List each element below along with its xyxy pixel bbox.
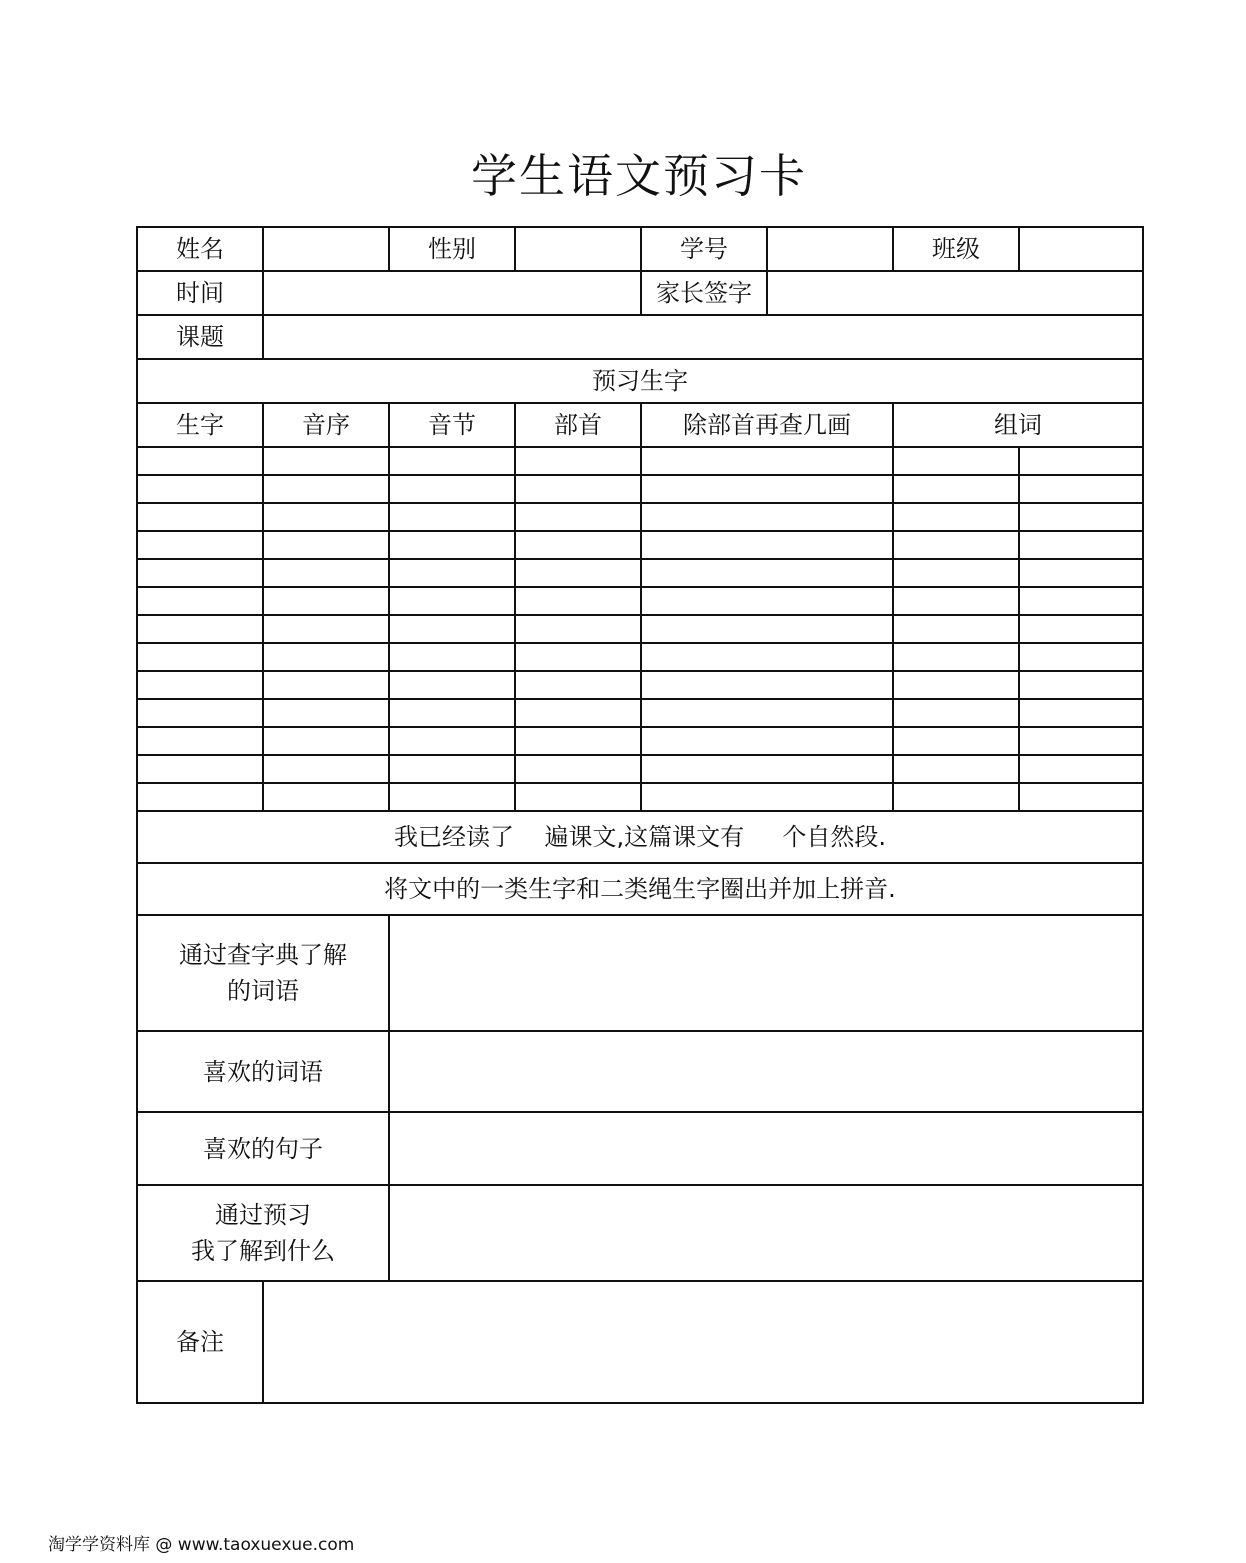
character-row <box>137 531 1143 559</box>
character-cell[interactable] <box>641 559 893 587</box>
character-cell[interactable] <box>641 699 893 727</box>
character-rows <box>137 447 1143 811</box>
character-cell[interactable] <box>137 447 263 475</box>
character-cell[interactable] <box>263 587 389 615</box>
character-cell[interactable] <box>1019 615 1143 643</box>
character-cell[interactable] <box>893 643 1019 671</box>
character-cell[interactable] <box>1019 643 1143 671</box>
column-header: 音节 <box>389 403 515 447</box>
character-cell[interactable] <box>515 531 641 559</box>
character-cell[interactable] <box>389 587 515 615</box>
character-cell[interactable] <box>515 755 641 783</box>
character-cell[interactable] <box>389 447 515 475</box>
character-cell[interactable] <box>263 783 389 811</box>
character-cell[interactable] <box>137 755 263 783</box>
name-field[interactable] <box>263 227 389 271</box>
character-cell[interactable] <box>263 699 389 727</box>
character-cell[interactable] <box>137 671 263 699</box>
character-cell[interactable] <box>389 643 515 671</box>
character-row <box>137 615 1143 643</box>
character-cell[interactable] <box>1019 699 1143 727</box>
column-header: 除部首再查几画 <box>641 403 893 447</box>
page-title: 学生语文预习卡 <box>471 149 807 203</box>
class-label: 班级 <box>893 227 1019 271</box>
time-label: 时间 <box>137 271 263 315</box>
character-cell[interactable] <box>263 727 389 755</box>
character-cell[interactable] <box>1019 475 1143 503</box>
character-cell[interactable] <box>641 727 893 755</box>
character-cell[interactable] <box>389 699 515 727</box>
character-cell[interactable] <box>389 559 515 587</box>
dictionary-words-label <box>137 915 389 1031</box>
character-cell[interactable] <box>263 671 389 699</box>
preview-card-table <box>136 226 1144 1404</box>
read-count-sentence: 我已经读了 遍课文,这篇课文有 个自然段. <box>137 811 1143 863</box>
character-cell[interactable] <box>515 643 641 671</box>
character-cell[interactable] <box>893 587 1019 615</box>
character-cell[interactable] <box>641 587 893 615</box>
character-cell[interactable] <box>137 727 263 755</box>
character-cell[interactable] <box>893 475 1019 503</box>
column-header: 音序 <box>263 403 389 447</box>
character-cell[interactable] <box>1019 727 1143 755</box>
remarks-label: 备注 <box>137 1281 263 1403</box>
character-cell[interactable] <box>641 531 893 559</box>
student-no-label: 学号 <box>641 227 767 271</box>
name-label: 姓名 <box>137 227 263 271</box>
column-header: 生字 <box>137 403 263 447</box>
character-cell[interactable] <box>641 671 893 699</box>
character-cell[interactable] <box>263 615 389 643</box>
character-cell[interactable] <box>389 783 515 811</box>
character-cell[interactable] <box>515 587 641 615</box>
character-cell[interactable] <box>389 755 515 783</box>
favorite-words-field[interactable] <box>389 1031 1143 1112</box>
learned-label-line: 通过预习 <box>215 1201 311 1229</box>
character-cell[interactable] <box>515 699 641 727</box>
favorite-words-label: 喜欢的词语 <box>137 1031 389 1112</box>
character-row <box>137 699 1143 727</box>
character-cell[interactable] <box>893 531 1019 559</box>
character-cell[interactable] <box>1019 671 1143 699</box>
parent-sign-label: 家长签字 <box>641 271 767 315</box>
character-row <box>137 503 1143 531</box>
lesson-field[interactable] <box>263 315 1143 359</box>
character-row <box>137 587 1143 615</box>
character-cell[interactable] <box>641 783 893 811</box>
character-cell[interactable] <box>137 475 263 503</box>
remarks-field[interactable] <box>263 1281 1143 1403</box>
circle-characters-instruction: 将文中的一类生字和二类绳生字圈出并加上拼音. <box>137 863 1143 915</box>
character-cell[interactable] <box>389 727 515 755</box>
character-cell[interactable] <box>515 671 641 699</box>
class-field[interactable] <box>1019 227 1143 271</box>
character-cell[interactable] <box>893 727 1019 755</box>
character-cell[interactable] <box>515 503 641 531</box>
character-cell[interactable] <box>641 447 893 475</box>
character-row <box>137 727 1143 755</box>
character-cell[interactable] <box>137 615 263 643</box>
character-cell[interactable] <box>893 559 1019 587</box>
character-cell[interactable] <box>893 615 1019 643</box>
learned-label <box>137 1185 389 1281</box>
character-cell[interactable] <box>1019 447 1143 475</box>
character-cell[interactable] <box>263 643 389 671</box>
character-cell[interactable] <box>389 503 515 531</box>
character-cell[interactable] <box>263 503 389 531</box>
character-row <box>137 447 1143 475</box>
character-cell[interactable] <box>137 699 263 727</box>
character-cell[interactable] <box>641 475 893 503</box>
dictionary-words-field[interactable] <box>389 915 1143 1031</box>
character-cell[interactable] <box>1019 587 1143 615</box>
character-cell[interactable] <box>893 783 1019 811</box>
character-row <box>137 755 1143 783</box>
character-cell[interactable] <box>137 643 263 671</box>
favorite-sentences-label: 喜欢的句子 <box>137 1112 389 1185</box>
column-header: 部首 <box>515 403 641 447</box>
lesson-label: 课题 <box>137 315 263 359</box>
character-cell[interactable] <box>263 447 389 475</box>
character-cell[interactable] <box>389 615 515 643</box>
character-cell[interactable] <box>137 503 263 531</box>
character-row <box>137 783 1143 811</box>
character-cell[interactable] <box>1019 755 1143 783</box>
character-cell[interactable] <box>893 671 1019 699</box>
character-cell[interactable] <box>641 615 893 643</box>
character-cell[interactable] <box>389 671 515 699</box>
section-title-new-characters: 预习生字 <box>137 359 1143 403</box>
character-cell[interactable] <box>389 531 515 559</box>
dictionary-words-label-line: 通过查字典了解 <box>179 941 347 969</box>
character-cell[interactable] <box>1019 531 1143 559</box>
character-cell[interactable] <box>641 755 893 783</box>
character-cell[interactable] <box>515 559 641 587</box>
character-cell[interactable] <box>263 755 389 783</box>
parent-sign-field[interactable] <box>767 271 1143 315</box>
character-cell[interactable] <box>893 503 1019 531</box>
character-cell[interactable] <box>137 587 263 615</box>
character-row <box>137 559 1143 587</box>
dictionary-words-label-line: 的词语 <box>227 977 299 1005</box>
character-cell[interactable] <box>137 559 263 587</box>
column-header: 组词 <box>893 403 1143 447</box>
character-cell[interactable] <box>893 755 1019 783</box>
gender-field[interactable] <box>515 227 641 271</box>
character-row <box>137 475 1143 503</box>
character-cell[interactable] <box>1019 559 1143 587</box>
student-no-field[interactable] <box>767 227 893 271</box>
character-cell[interactable] <box>263 531 389 559</box>
learned-label-line: 我了解到什么 <box>191 1237 335 1265</box>
character-cell[interactable] <box>641 643 893 671</box>
character-cell[interactable] <box>641 503 893 531</box>
character-cell[interactable] <box>263 475 389 503</box>
favorite-sentences-field[interactable] <box>389 1112 1143 1185</box>
character-cell[interactable] <box>893 699 1019 727</box>
character-cell[interactable] <box>515 727 641 755</box>
character-cell[interactable] <box>1019 783 1143 811</box>
character-row <box>137 671 1143 699</box>
character-cell[interactable] <box>137 783 263 811</box>
character-cell[interactable] <box>515 447 641 475</box>
learned-field[interactable] <box>389 1185 1143 1281</box>
time-field[interactable] <box>263 271 641 315</box>
character-cell[interactable] <box>389 475 515 503</box>
watermark: 淘学学资料库 @ www.taoxuexue.com <box>48 1535 355 1555</box>
character-cell[interactable] <box>263 559 389 587</box>
gender-label: 性别 <box>389 227 515 271</box>
character-cell[interactable] <box>1019 503 1143 531</box>
character-row <box>137 643 1143 671</box>
character-cell[interactable] <box>515 615 641 643</box>
character-cell[interactable] <box>515 475 641 503</box>
character-cell[interactable] <box>893 447 1019 475</box>
character-cell[interactable] <box>137 531 263 559</box>
character-cell[interactable] <box>515 783 641 811</box>
